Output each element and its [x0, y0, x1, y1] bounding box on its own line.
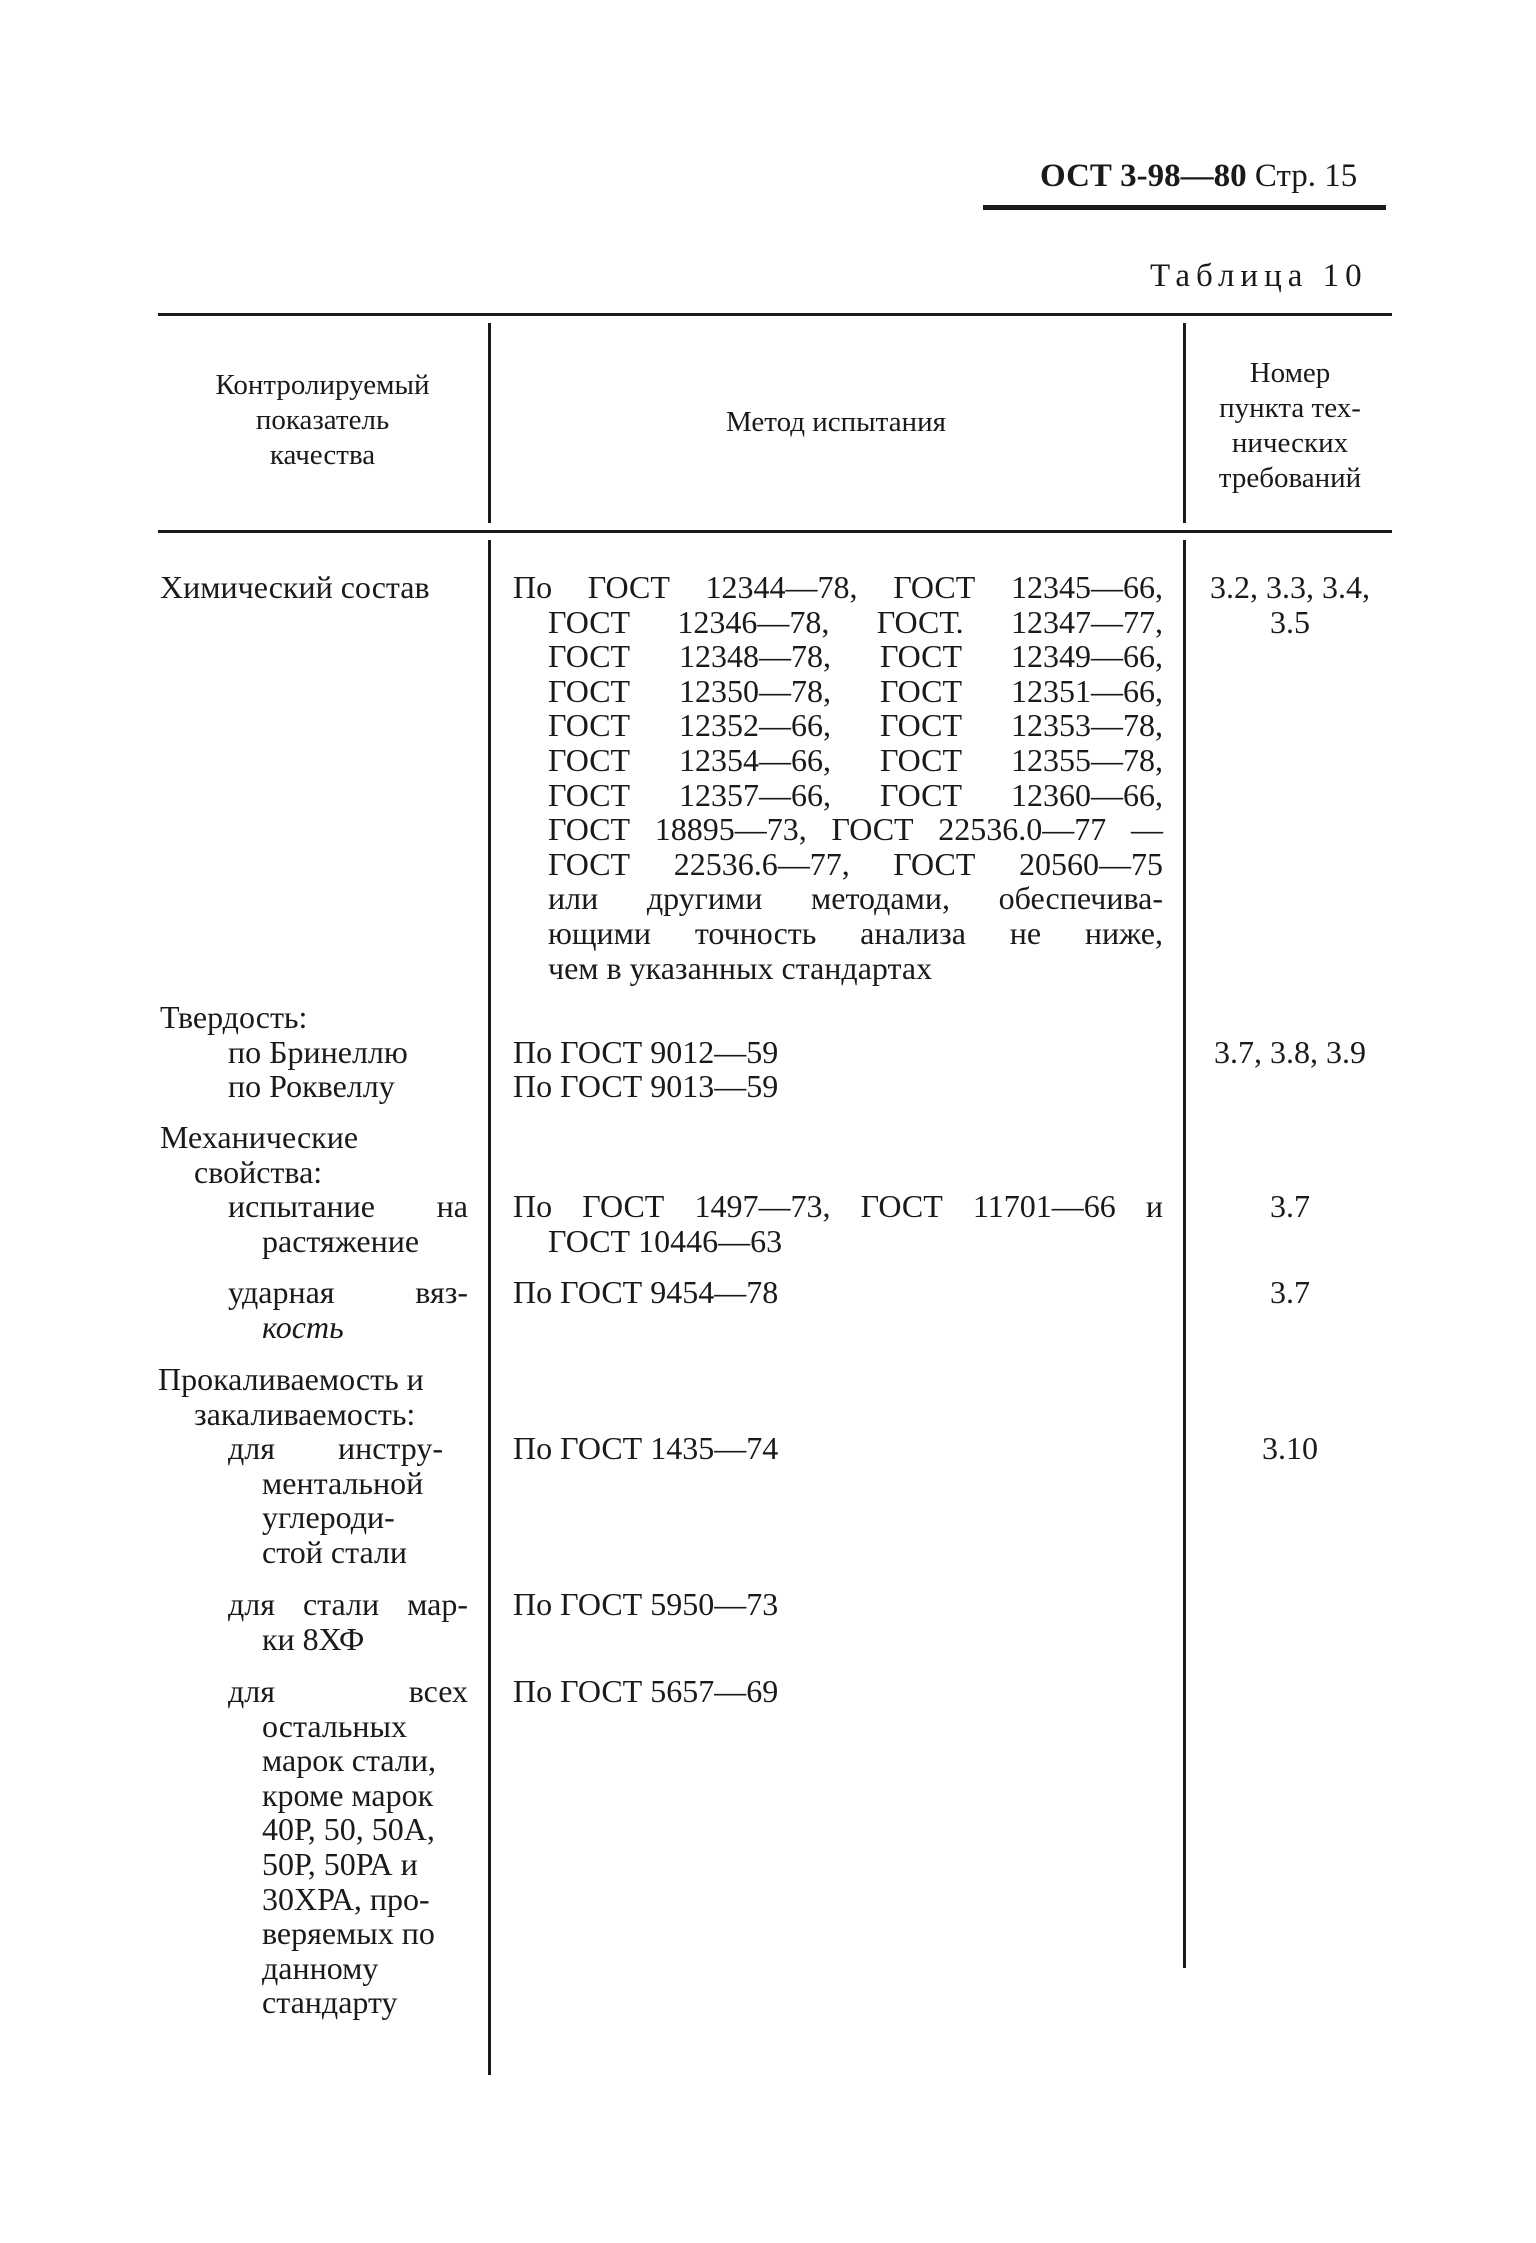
method-tool-carbon-steel: По ГОСТ 1435—74: [513, 1430, 779, 1466]
indicator-line: веряемых по: [262, 1915, 435, 1952]
method-tensile-test: [513, 1189, 1163, 1258]
indicator-line: ментальной: [262, 1464, 424, 1501]
method-line: ГОСТ 18895—73, ГОСТ 22536.0—77 —: [548, 811, 1163, 848]
column-divider: [488, 323, 491, 523]
indicator-line: стой стали: [262, 1533, 408, 1570]
indicator-line: 50Р, 50РА и: [262, 1845, 418, 1882]
column-header-method: Метод испытания: [726, 406, 946, 438]
method-line: ГОСТ 12350—78, ГОСТ 12351—66,: [548, 672, 1163, 709]
table-caption: Таблица 10: [1150, 258, 1368, 294]
method-line: чем в указанных стандартах: [548, 949, 933, 986]
method-line: По ГОСТ 1497—73, ГОСТ 11701—66 и: [513, 1188, 1163, 1224]
clause-line: 3.2, 3.3, 3.4,: [1210, 569, 1370, 605]
header-line: Контролируемый: [215, 369, 430, 401]
indicator-brinell: по Бринеллю: [228, 1034, 408, 1070]
indicator-line: остальных: [262, 1707, 408, 1744]
header-line: требований: [1218, 462, 1362, 494]
page-number: Стр. 15: [1254, 158, 1358, 194]
clause-chemical-composition: [1190, 570, 1390, 639]
header-bottom-rule: [158, 530, 1392, 533]
indicator-line: ударная вяз-: [228, 1274, 468, 1310]
indicator-line: кроме марок: [262, 1776, 434, 1813]
table-top-rule: [158, 313, 1392, 316]
clause-impact-strength: 3.7: [1270, 1274, 1310, 1310]
document-header: [1040, 158, 1357, 195]
method-line: ГОСТ 22536.6—77, ГОСТ 20560—75: [548, 845, 1163, 882]
indicator-line: марок стали,: [262, 1742, 436, 1779]
indicator-mechanical-properties: [160, 1120, 358, 1189]
indicator-hardness: Твердость:: [160, 999, 308, 1035]
indicator-steel-8hf: [228, 1587, 468, 1656]
indicator-line: углероди-: [262, 1499, 395, 1536]
indicator-line: свойства:: [194, 1153, 323, 1190]
indicator-line: данному: [262, 1949, 379, 1986]
indicator-impact-strength: [228, 1275, 468, 1344]
clause-hardenability: 3.10: [1262, 1430, 1318, 1466]
method-chemical-composition: [513, 570, 1163, 985]
clause-line: 3.5: [1270, 603, 1310, 640]
header-line: показатель: [255, 404, 390, 436]
indicator-line: для инстру-: [228, 1430, 443, 1466]
method-impact-strength: По ГОСТ 9454—78: [513, 1274, 779, 1310]
indicator-hardenability: [158, 1362, 424, 1431]
indicator-line: Механические: [160, 1119, 359, 1155]
indicator-line: Прокаливаемость и: [158, 1361, 424, 1397]
indicator-tensile-test: [228, 1189, 468, 1258]
method-line: ГОСТ 12354—66, ГОСТ 12355—78,: [548, 741, 1163, 778]
column-header-indicator: [160, 368, 485, 473]
method-brinell: По ГОСТ 9012—59: [513, 1034, 779, 1070]
indicator-tool-carbon-steel: [228, 1431, 443, 1569]
indicator-line: стандарту: [262, 1984, 398, 2021]
method-line: ГОСТ 12352—66, ГОСТ 12353—78,: [548, 707, 1163, 744]
clause-hardness: 3.7, 3.8, 3.9: [1214, 1034, 1366, 1070]
header-line: Номер: [1249, 357, 1331, 389]
indicator-line: для всех: [228, 1673, 468, 1709]
method-line: или другими методами, обеспечива-: [548, 880, 1163, 917]
indicator-line: закаливаемость:: [194, 1395, 416, 1432]
document-code: ОСТ 3-98—80: [1040, 158, 1247, 194]
header-rule: [983, 205, 1386, 210]
header-line: нических: [1231, 427, 1349, 459]
indicator-chemical-composition: Химический состав: [160, 569, 430, 605]
column-header-clause: [1190, 356, 1390, 496]
header-line: пункта тех-: [1219, 392, 1361, 424]
method-line: ГОСТ 10446—63: [548, 1222, 783, 1259]
method-line: ГОСТ 12346—78, ГОСТ. 12347—77,: [548, 603, 1163, 640]
method-line: По ГОСТ 12344—78, ГОСТ 12345—66,: [513, 569, 1163, 605]
indicator-line: 40Р, 50, 50А,: [262, 1811, 435, 1848]
indicator-line: для стали мар-: [228, 1586, 468, 1622]
indicator-other-steel-grades: [228, 1674, 468, 2020]
indicator-line: растяжение: [262, 1222, 420, 1259]
indicator-line: 30ХРА, про-: [262, 1880, 430, 1917]
method-line: ющими точность анализа не ниже,: [548, 914, 1163, 951]
indicator-line: ки 8ХФ: [262, 1620, 365, 1657]
indicator-line: кость: [262, 1308, 344, 1345]
method-line: ГОСТ 12357—66, ГОСТ 12360—66,: [548, 776, 1163, 813]
column-divider: [488, 540, 491, 2075]
indicator-rockwell: по Роквеллу: [228, 1068, 395, 1104]
column-divider: [1183, 540, 1186, 1968]
header-line: качества: [269, 439, 376, 471]
method-line: ГОСТ 12348—78, ГОСТ 12349—66,: [548, 638, 1163, 675]
clause-tensile-test: 3.7: [1270, 1188, 1310, 1224]
column-divider: [1183, 323, 1186, 523]
method-other-steel-grades: По ГОСТ 5657—69: [513, 1673, 779, 1709]
method-rockwell: По ГОСТ 9013—59: [513, 1068, 779, 1104]
method-steel-8hf: По ГОСТ 5950—73: [513, 1586, 779, 1622]
indicator-line: испытание на: [228, 1188, 468, 1224]
